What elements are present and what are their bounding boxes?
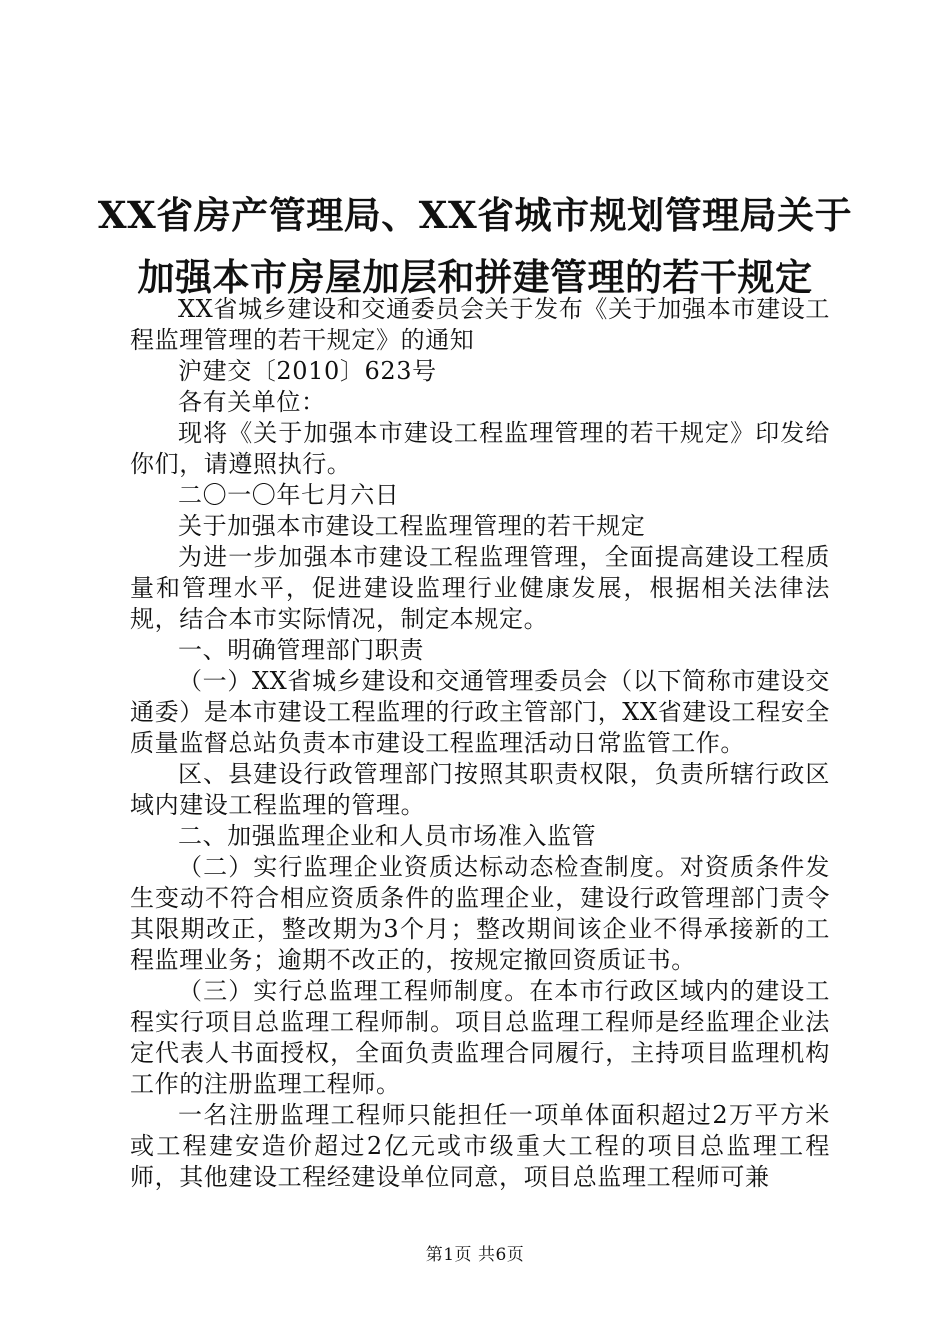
clause-1-supplement: 区、县建设行政管理部门按照其职责权限，负责所辖行政区域内建设工程监理的管理。 <box>130 760 830 819</box>
salutation: 各有关单位： <box>178 388 326 416</box>
clause-3-supplement: 一名注册监理工程师只能担任一项单体面积超过2万平方米或工程建安造价超过2亿元或市级重大工程的项目总监理工程师，其他建设工程经建设单位同意，项目总监理工程师可兼 <box>130 1101 830 1191</box>
document-body <box>130 294 830 1193</box>
section-heading-2: 二、加强监理企业和人员市场准入监管 <box>178 822 597 850</box>
document-title <box>60 184 890 308</box>
section-heading-1: 一、明确管理部门职责 <box>178 636 424 664</box>
title-line-1: XX省房产管理局、XX省城市规划管理局关于 <box>97 193 853 237</box>
title-line-2: 加强本市房屋加层和拼建管理的若干规定 <box>137 255 813 299</box>
regulation-title: 关于加强本市建设工程监理管理的若干规定 <box>178 512 646 540</box>
preamble: 为进一步加强本市建设工程监理管理，全面提高建设工程质量和管理水平，促进建设监理行业健康发展，根据相关法律法规，结合本市实际情况，制定本规定。 <box>130 543 830 633</box>
issue-date: 二〇一〇年七月六日 <box>178 481 400 509</box>
clause-1: （一）XX省城乡建设和交通管理委员会（以下简称市建设交通委）是本市建设工程监理的行政主管部门，XX省建设工程安全质量监督总站负责本市建设工程监理活动日常监管工作。 <box>130 667 830 757</box>
clause-3: （三）实行总监理工程师制度。在本市行政区域内的建设工程实行项目总监理工程师制。项目总监理工程师是经监理企业法定代表人书面授权，全面负责监理合同履行，主持项目监理机构工作的注册监理工程师。 <box>130 977 830 1098</box>
notice-body: 现将《关于加强本市建设工程监理管理的若干规定》印发给你们，请遵照执行。 <box>130 419 830 478</box>
clause-2: （二）实行监理企业资质达标动态检查制度。对资质条件发生变动不符合相应资质条件的监理企业，建设行政管理部门责令其限期改正，整改期为3个月；整改期间该企业不得承接新的工程监理业务；逾期不改正的，按规定撤回资质证书。 <box>130 853 830 974</box>
notice-heading: XX省城乡建设和交通委员会关于发布《关于加强本市建设工程监理管理的若干规定》的通知 <box>130 295 830 354</box>
document-number: 沪建交〔2010〕623号 <box>178 357 437 385</box>
page-footer: 第1页 共6页 <box>425 1245 525 1265</box>
